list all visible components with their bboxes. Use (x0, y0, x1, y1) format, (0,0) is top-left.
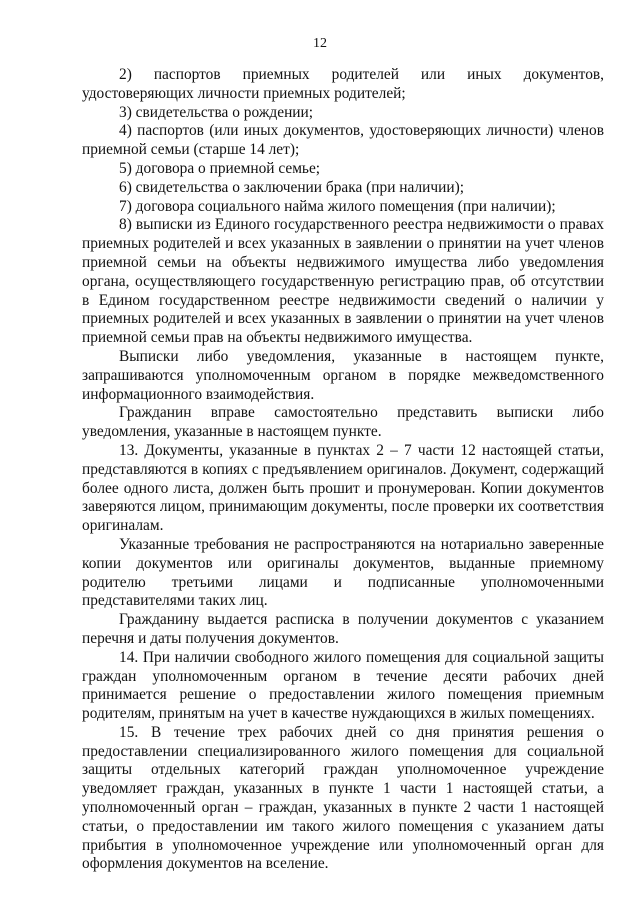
paragraph: 7) договора социального найма жилого помещения (при наличии); (119, 197, 556, 215)
paragraph: Гражданин вправе самостоятельно представить выписки либо уведомления, указанные в настоящем пункте. (82, 404, 604, 441)
page-number: 12 (313, 36, 327, 51)
paragraph: 8) выписки из Единого государственного реестра недвижимости о правах приемных родителей и всех указанных в заявлении о принятии на учет членов приемной семьи на объекты недвижимого имущества либо уведомления органа, осуществляющего государственную регистрацию прав, об отсутствии в Едином государственном реестре недвижимости сведений о наличии у приемных родителей и всех указанных в заявлении о принятии на учет членов приемной семьи прав на объекты недвижимого имущества. (82, 216, 604, 347)
paragraph: Гражданину выдается расписка в получении документов с указанием перечня и даты получения документов. (82, 611, 604, 647)
paragraph: 15. В течение трех рабочих дней со дня принятия решения о предоставлении специализированного жилого помещения для социальной защиты отдельных категорий граждан уполномоченное учреждение уведомляет граждан, указанных в пункте 1 части 1 настоящей статьи, а уполномоченный орган – граждан, указанных в пункте 2 части 1 настоящей статьи, о предоставлении им такого жилого помещения с указанием даты прибытия в уполномоченное учреждение или уполномоченный орган для оформления документов на вселение. (82, 723, 604, 873)
paragraph: 4) паспортов (или иных документов, удостоверяющих личности) членов приемной семьи (старше 14 лет); (82, 122, 604, 159)
paragraph: 3) свидетельства о рождении; (119, 103, 314, 121)
document-body (82, 66, 604, 874)
paragraph: Выписки либо уведомления, указанные в настоящем пункте, запрашиваются уполномоченным органом в порядке межведомственного информационного взаимодействия. (82, 347, 604, 403)
paragraph: 14. При наличии свободного жилого помещения для социальной защиты граждан уполномоченным органом в течение десяти рабочих дней принимается решение о предоставлении жилого помещения приемным родителям, принятым на учет в качестве нуждающихся в жилых помещениях. (82, 648, 604, 723)
paragraph: 6) свидетельства о заключении брака (при наличии); (119, 178, 465, 196)
paragraph: 5) договора о приемной семье; (119, 159, 321, 177)
paragraph: Указанные требования не распространяются на нотариально заверенные копии документов или оригиналы документов, выданные приемному родителю третьими лицами и подписанные уполномоченными представителями таких лиц. (82, 535, 604, 610)
paragraph: 2) паспортов приемных родителей или иных документов, удостоверяющих личности приемных родителей; (82, 66, 604, 102)
paragraph: 13. Документы, указанные в пунктах 2 – 7 части 12 настоящей статьи, представляются в копиях с предъявлением оригиналов. Документ, содержащий более одного листа, должен быть прошит и пронумерован. Копии документов заверяются лицом, принимающим документы, после проверки их соответствия оригиналам. (82, 441, 604, 535)
